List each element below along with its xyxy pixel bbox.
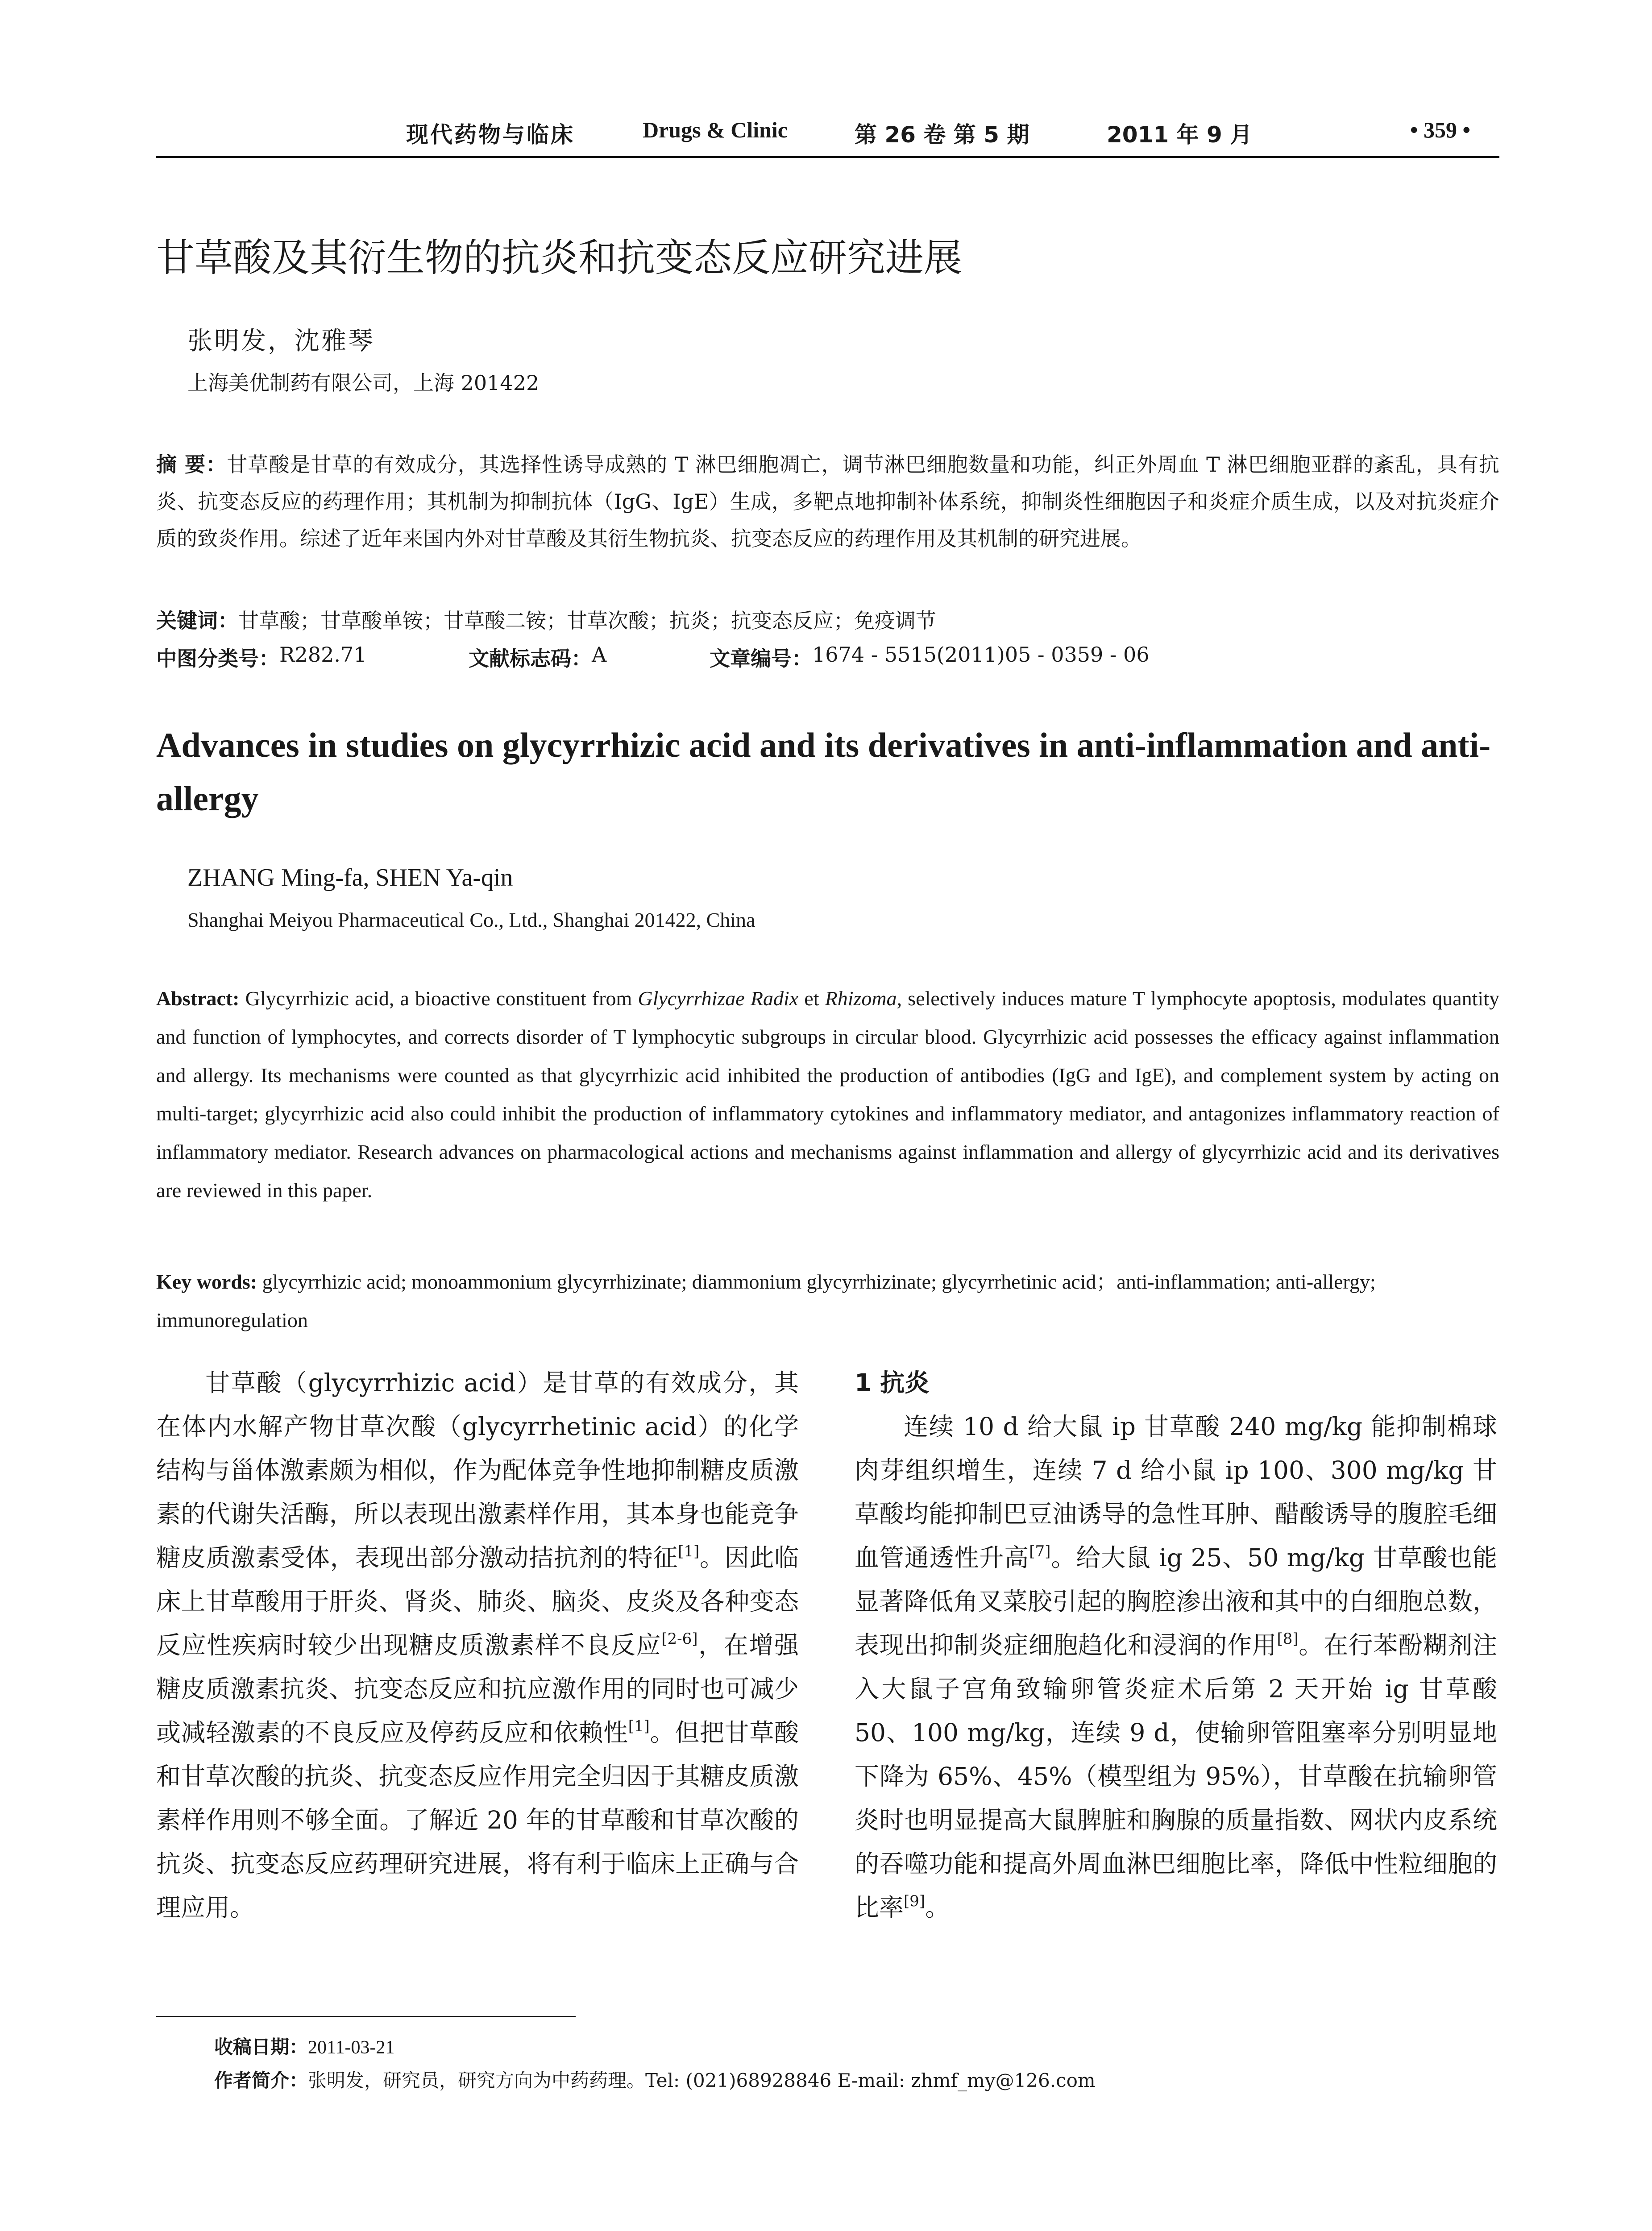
- keywords-cn-text: 甘草酸；甘草酸单铵；甘草酸二铵；甘草次酸；抗炎；抗变态反应；免疫调节: [238, 609, 936, 633]
- latin-name-2: Rhizoma: [825, 987, 897, 1010]
- clc-number: [156, 643, 367, 672]
- affiliation-cn: 上海美优制药有限公司，上海 201422: [187, 371, 540, 395]
- article-number: [710, 643, 1150, 672]
- body-text: 连续 10 d 给大鼠 ip 甘草酸 240 mg/kg 能抑制棉球肉芽组织增生，连续 7 d 给小鼠 ip 100、300 mg/kg 甘草酸均能抑制巴豆油诱导的急性耳肿、醋酸诱导的腹腔毛细血管通透性升高: [855, 1412, 1497, 1572]
- issue-date: 2011 年 9 月: [1107, 122, 1253, 148]
- author-bio-footnote: [214, 2066, 1096, 2093]
- header-rule: [156, 156, 1499, 158]
- journal-name-en: Drugs & Clinic: [643, 117, 788, 142]
- keywords-en-label: Key words:: [156, 1270, 257, 1293]
- intro-paragraph: [156, 1361, 799, 1929]
- clc-value: R282.71: [279, 643, 367, 667]
- abstract-cn-text: 甘草酸是甘草的有效成分，其选择性诱导成熟的 T 淋巴细胞凋亡，调节淋巴细胞数量和功能，纠正外周血 T 淋巴细胞亚群的紊乱，具有抗炎、抗变态反应的药理作用；其机制为抑制抗体（IgG、IgE）生成，多靶点地抑制补体系统，抑制炎性细胞因子和炎症介质生成，以及对抗炎症介质的致炎作用。综述了近年来国内外对甘草酸及其衍生物抗炎、抗变态反应的药理作用及其机制的研究进展。: [156, 452, 1500, 551]
- citation: [7]: [1029, 1543, 1051, 1560]
- authors-en: ZHANG Ming-fa, SHEN Ya-qin: [187, 864, 513, 892]
- received-label: 收稿日期：: [214, 2036, 308, 2058]
- doc-value: A: [592, 643, 607, 667]
- author-bio-value: 张明发，研究员，研究方向为中药药理。Tel: (021)68928846 E-mail: zhmf_my@126.com: [308, 2069, 1096, 2091]
- footnote-rule: [156, 2016, 576, 2017]
- keywords-cn: [156, 605, 936, 634]
- journal-name-cn: 现代药物与临床: [406, 122, 575, 148]
- body-text: 甘草酸（glycyrrhizic acid）是甘草的有效成分，其在体内水解产物甘草次酸（glycyrrhetinic acid）的化学结构与甾体激素颇为相似，作为配体竞争性地抑制糖皮质激素的代谢失活酶，所以表现出激素样作用，其本身也能竞争糖皮质激素受体，表现出部分激动拮抗剂的特征: [156, 1368, 799, 1572]
- doc-code: [469, 643, 607, 672]
- abstract-en-text: et: [798, 987, 825, 1010]
- abstract-en-text: Glycyrrhizic acid, a bioactive constituent from: [239, 987, 638, 1010]
- doc-label: 文献标志码：: [469, 647, 592, 671]
- section-1-paragraph: [855, 1405, 1497, 1929]
- article-label: 文章编号：: [710, 647, 812, 671]
- authors-cn: 张明发，沈雅琴: [187, 327, 375, 356]
- received-date-footnote: [214, 2032, 394, 2059]
- body-text: 。: [925, 1893, 950, 1922]
- body-text: ，在增强糖皮质激素抗炎、抗变态反应和抗应激作用的同时也可减少或减轻激素的不良反应及停药反应和依赖性: [156, 1631, 799, 1747]
- received-value: 2011-03-21: [308, 2037, 395, 2058]
- article-value: 1674 - 5515(2011)05 - 0359 - 06: [812, 643, 1150, 667]
- clc-label: 中图分类号：: [156, 647, 279, 671]
- latin-name-1: Glycyrrhizae Radix: [638, 987, 799, 1010]
- citation: [9]: [904, 1892, 926, 1910]
- keywords-en-text: glycyrrhizic acid; monoammonium glycyrrhizinate; diammonium glycyrrhizinate; glycyrrhetinic acid；anti-inflammation; anti-allergy; immunoregulation: [156, 1270, 1376, 1331]
- running-header: [156, 117, 1499, 153]
- abstract-en-text: , selectively induces mature T lymphocyte apoptosis, modulates quantity and function of lymphocytes, and corrects disorder of T lymphocytic subgroups in circular blood. Glycyrrhizic acid possesses the efficacy against inflammation and allergy. Its mechanisms were counted as that glycyrrhizic acid inhibited the production of antibodies (IgG and IgE), and complement system by acting on multi-target; glycyrrhizic acid also could inhibit the production of inflammatory cytokines and inflammatory mediator, and antagonizes inflammatory reaction of inflammatory mediator. Research advances on pharmacological actions and mechanisms against inflammation and allergy of glycyrrhizic acid and its derivatives are reviewed in this paper.: [156, 987, 1499, 1202]
- body-text: 。但把甘草酸和甘草次酸的抗炎、抗变态反应作用完全归因于其糖皮质激素样作用则不够全面。了解近 20 年的甘草酸和甘草次酸的抗炎、抗变态反应药理研究进展，将有利于临床上正确与合理应用。: [156, 1718, 799, 1922]
- title-en: Advances in studies on glycyrrhizic acid and its derivatives in anti-inflammation and anti-allergy: [156, 726, 1491, 818]
- abstract-cn-label: 摘 要：: [156, 452, 227, 477]
- citation: [2-6]: [661, 1630, 698, 1648]
- author-bio-label: 作者简介：: [214, 2069, 308, 2091]
- section-heading: 1 抗炎: [855, 1368, 930, 1397]
- body-text: 。在行苯酚糊剂注入大鼠子宫角致输卵管炎症术后第 2 天开始 ig 甘草酸 50、100 mg/kg，连续 9 d，使输卵管阻塞率分别明显地下降为 65%、45%（模型组为 95%），甘草酸在抗输卵管炎时也明显提高大鼠脾脏和胸腺的质量指数、网状内皮系统的吞噬功能和提高外周血淋巴细胞比率，降低中性粒细胞的比率: [855, 1631, 1497, 1922]
- citation: [1]: [628, 1717, 650, 1735]
- abstract-en-label: Abstract:: [156, 987, 240, 1010]
- citation: [8]: [1277, 1630, 1299, 1648]
- citation: [1]: [678, 1543, 700, 1560]
- body-text: 。因此临床上甘草酸用于肝炎、肾炎、肺炎、脑炎、皮炎及各种变态反应性疾病时较少出现糖皮质激素样不良反应: [156, 1543, 799, 1659]
- title-cn: 甘草酸及其衍生物的抗炎和抗变态反应研究进展: [156, 236, 962, 280]
- body-left-column: [156, 1361, 799, 1929]
- abstract-en: [156, 979, 1499, 1210]
- body-right-column: [855, 1361, 1497, 1929]
- keywords-en: [156, 1263, 1499, 1339]
- classification-line: [156, 643, 1499, 674]
- affiliation-en: Shanghai Meiyou Pharmaceutical Co., Ltd., Shanghai 201422, China: [187, 908, 755, 931]
- volume-issue: 第 26 卷 第 5 期: [855, 122, 1029, 148]
- body-text: 。给大鼠 ig 25、50 mg/kg 甘草酸也能显著降低角叉菜胶引起的胸腔渗出液和其中的白细胞总数，表现出抑制炎症细胞趋化和浸润的作用: [855, 1543, 1497, 1659]
- abstract-cn: [156, 446, 1499, 557]
- page-number: • 359 •: [1410, 117, 1471, 142]
- keywords-cn-label: 关键词：: [156, 609, 238, 633]
